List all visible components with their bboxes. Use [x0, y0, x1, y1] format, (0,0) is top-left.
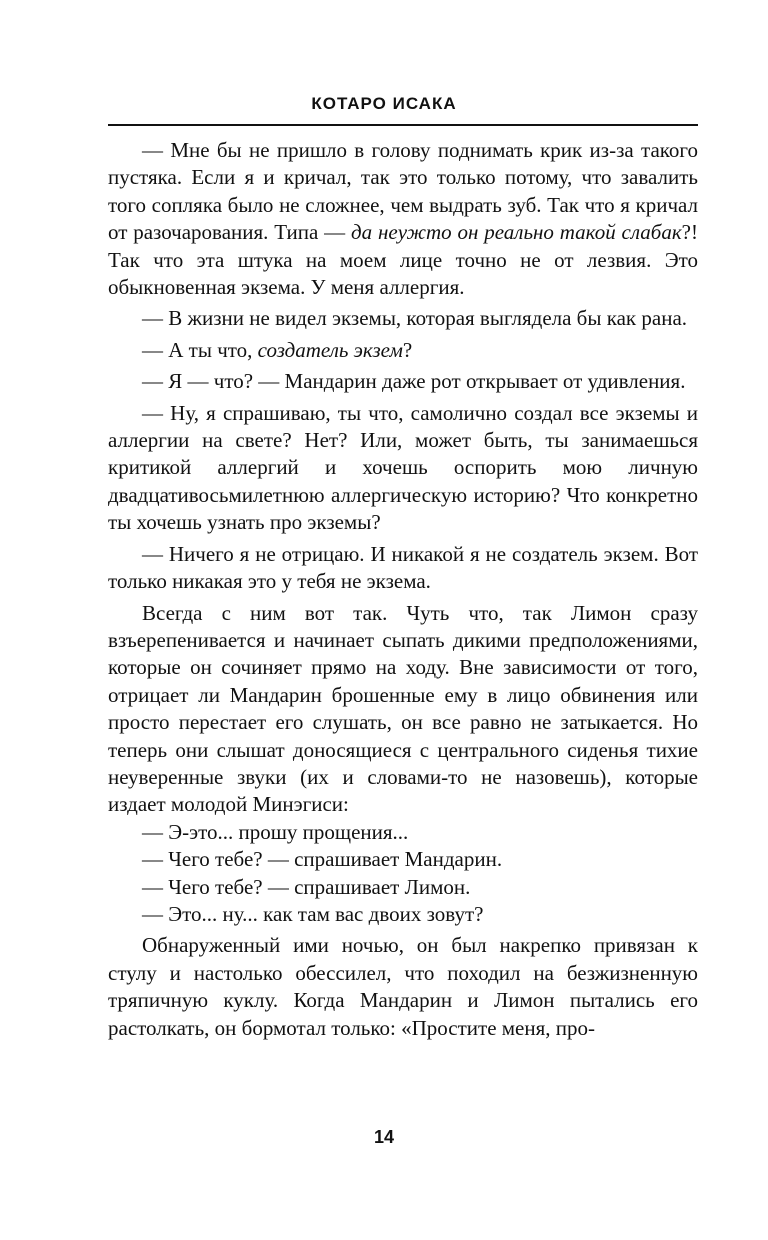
body-text [108, 137, 698, 1042]
paragraph-4: — Я — что? — Мандарин даже рот открывает от удивления. [142, 369, 686, 394]
header-rule [108, 124, 698, 126]
paragraph-8: — Э-это... прошу прощения... [142, 819, 409, 844]
paragraph-3: — А ты что, создатель экзем? [142, 337, 413, 362]
paragraph-5: — Ну, я спрашиваю, ты что, самолично создал все экземы и аллергии на свете? Нет? Или, может быть, ты занимаешься критикой аллергий и хочешь оспорить мою личную двадцативосьмилетнюю аллергическую историю? Что конкретно ты хочешь узнать про экземы? [108, 400, 698, 535]
paragraph-12: Обнаруженный ими ночью, он был накрепко привязан к стулу и настолько обессилел, что походил на безжизненную тряпичную куклу. Когда Мандарин и Лимон пытались его растолкать, он бормотал только: «Простите меня, про- [108, 933, 698, 1040]
paragraph-9: — Чего тебе? — спрашивает Мандарин. [142, 847, 503, 872]
emphasis-text: создатель экзем [257, 337, 403, 362]
paragraph-7: Всегда с ним вот так. Чуть что, так Лимон сразу взъерепенивается и начинает сыпать дикими предположениями, которые он сочиняет прямо на ходу. Вне зависимости от того, отрицает ли Мандарин брошенные ему в лицо обвинения или просто перестает его слушать, он все равно не затыкается. Но теперь они слышат доносящиеся с центрального сиденья тихие неуверенные звуки (их и словами-то не назовешь), которые издает молодой Минэгиси: [108, 600, 698, 817]
paragraph-11: — Это... ну... как там вас двоих зовут? [142, 901, 484, 926]
page-number: 14 [373, 1127, 395, 1147]
paragraph-1: — Мне бы не пришло в голову поднимать крик из-за такого пустяка. Если я и кричал, так это только потому, что завалить того сопляка было не сложнее, чем выдрать зуб. Так что я кричал от разочарования. Типа — да неужто он реально такой слабак?! Так что эта штука на моем лице точно не от лезвия. Это обыкновенная экзема. У меня аллергия. [108, 138, 698, 300]
paragraph-2: — В жизни не видел экземы, которая выглядела бы как рана. [142, 306, 688, 331]
running-head: КОТАРО ИСАКА [311, 94, 457, 113]
emphasis-text: да неужто он реально такой слабак [351, 220, 682, 245]
paragraph-6: — Ничего я не отрицаю. И никакой я не создатель экзем. Вот только никакая это у тебя не экзема. [108, 541, 698, 594]
paragraph-10: — Чего тебе? — спрашивает Лимон. [142, 874, 471, 899]
